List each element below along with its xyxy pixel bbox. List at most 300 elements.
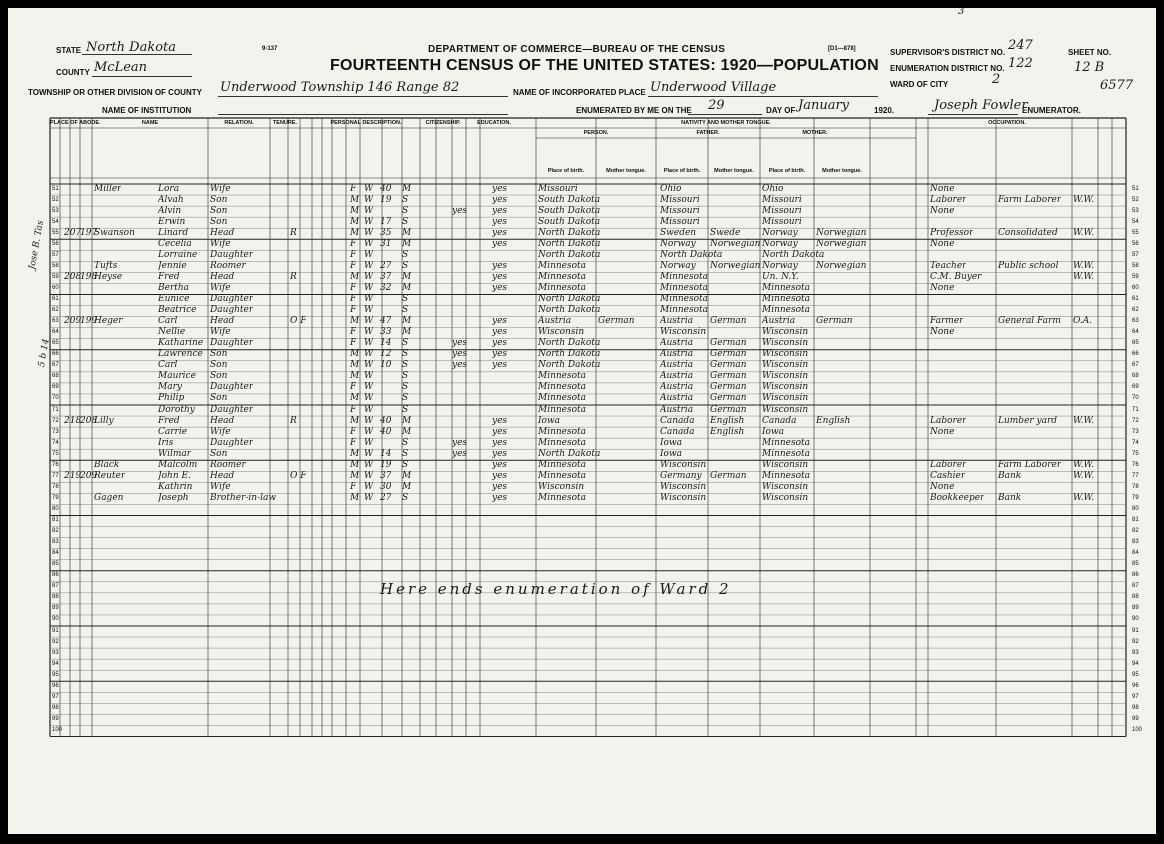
father-birthplace: Missouri: [660, 205, 700, 216]
birthplace: Iowa: [538, 415, 561, 426]
class-of-worker: W.W.: [1073, 492, 1095, 503]
mother-birthplace: Canada: [762, 415, 797, 426]
sex: F: [350, 481, 357, 492]
can-read: yes: [492, 338, 508, 349]
industry: Lumber yard: [998, 415, 1058, 426]
can-read: yes: [492, 271, 508, 282]
birthplace: North Dakota: [538, 305, 601, 316]
birthplace: South Dakota: [538, 205, 601, 216]
line-number-right: 94: [1132, 660, 1139, 667]
relation: Son: [210, 349, 228, 360]
father-birthplace: Minnesota: [660, 305, 709, 316]
margin-note: 5 b 14: [36, 338, 52, 368]
sex: M: [350, 459, 360, 470]
father-tongue: German: [710, 338, 747, 349]
line-number: 66: [52, 351, 59, 358]
mother-tongue-mother: English: [816, 415, 851, 426]
occupation: Professor: [930, 227, 974, 238]
birthplace: North Dakota: [538, 227, 601, 238]
can-read: yes: [492, 426, 508, 437]
can-read: yes: [492, 238, 508, 249]
race: W: [364, 492, 374, 503]
surname: Heyse: [94, 271, 123, 282]
line-number-right: 78: [1132, 483, 1139, 490]
father-tongue: German: [710, 360, 747, 371]
sex: F: [350, 382, 357, 393]
relation: Wife: [210, 426, 231, 437]
occupation: Cashier: [930, 470, 966, 481]
relation: Head: [210, 415, 235, 426]
father-birthplace: Wisconsin: [660, 492, 707, 503]
mother-tongue-mother: German: [816, 316, 853, 327]
can-read: yes: [492, 481, 508, 492]
given-name: Malcolm: [158, 459, 198, 470]
mother-birthplace: Wisconsin: [762, 327, 809, 338]
line-number: 68: [52, 373, 59, 380]
line-number: 89: [52, 605, 59, 612]
column-title-place_of_birth: Place of birth.: [547, 168, 585, 174]
line-number-right: 73: [1132, 428, 1139, 435]
attended-school: yes: [452, 205, 468, 216]
age: 14: [380, 448, 392, 459]
industry: Bank: [998, 492, 1022, 503]
birthplace: Minnesota: [538, 459, 587, 470]
father-tongue: German: [710, 404, 747, 415]
column-title-mother_tongue: Mother tongue.: [714, 168, 754, 174]
line-number-right: 84: [1132, 550, 1139, 557]
line-number: 81: [52, 517, 59, 523]
age: 17: [380, 216, 392, 227]
can-read: yes: [492, 459, 508, 470]
line-number-right: 75: [1132, 450, 1139, 457]
column-title-place_of_abode: PLACE OF ABODE.: [50, 120, 101, 126]
race: W: [364, 249, 374, 260]
line-number-right: 77: [1132, 472, 1139, 479]
marital-status: S: [402, 448, 409, 459]
occupation: None: [930, 183, 955, 194]
class-of-worker: W.W.: [1073, 470, 1095, 481]
column-title-name: NAME: [141, 120, 159, 126]
state-label: STATE: [56, 46, 82, 55]
page-stamp: 6577: [1100, 78, 1134, 93]
relation: Head: [210, 316, 235, 327]
race: W: [364, 194, 374, 205]
line-number: 94: [52, 660, 59, 667]
line-number: 52: [52, 196, 59, 203]
can-read: yes: [492, 448, 508, 459]
father-tongue: English: [710, 415, 745, 426]
age: 27: [380, 260, 392, 271]
line-number: 70: [52, 395, 59, 402]
given-name: Lawrence: [158, 349, 203, 360]
birthplace: North Dakota: [538, 349, 601, 360]
supervisor-value: 247: [1008, 38, 1033, 53]
relation: Son: [210, 371, 228, 382]
mother-birthplace: Wisconsin: [762, 404, 809, 415]
birthplace: North Dakota: [538, 249, 601, 260]
column-title-mother_tongue: Mother tongue.: [606, 168, 646, 174]
sex: F: [350, 183, 357, 194]
surname: Tufts: [94, 260, 118, 271]
sex: F: [350, 305, 357, 316]
sex: M: [350, 271, 360, 282]
census-title: FOURTEENTH CENSUS OF THE UNITED STATES: 1920—POPULATION: [330, 57, 879, 74]
sex: M: [350, 349, 360, 360]
line-number: 74: [52, 439, 59, 446]
birthplace: Austria: [538, 316, 572, 327]
age: 31: [380, 238, 392, 249]
line-number-right: 69: [1132, 384, 1139, 391]
line-number-right: 88: [1132, 594, 1139, 601]
can-read: yes: [492, 260, 508, 271]
race: W: [364, 360, 374, 371]
father-tongue: German: [710, 349, 747, 360]
race: W: [364, 216, 374, 227]
institution-label: NAME OF INSTITUTION: [102, 106, 192, 115]
can-read: yes: [492, 437, 508, 448]
sex: M: [350, 448, 360, 459]
mother-birthplace: Missouri: [762, 216, 802, 227]
given-name: Nellie: [158, 327, 186, 338]
given-name: Maurice: [158, 371, 196, 382]
line-number-right: 65: [1132, 340, 1139, 347]
tenure: O F: [290, 470, 307, 481]
race: W: [364, 327, 374, 338]
corner-mark: 3: [958, 8, 965, 17]
line-number: 90: [52, 616, 59, 623]
line-number-right: 79: [1132, 494, 1139, 501]
age: 30: [380, 481, 392, 492]
line-number: 77: [52, 472, 59, 479]
dwelling-number: 219: [64, 470, 82, 481]
line-number: 54: [52, 218, 59, 225]
department-title: DEPARTMENT OF COMMERCE—BUREAU OF THE CENSUS: [428, 44, 726, 55]
class-of-worker: W.W.: [1073, 271, 1095, 282]
race: W: [364, 349, 374, 360]
occupation: Farmer: [930, 316, 964, 327]
race: W: [364, 481, 374, 492]
line-number-right: 53: [1132, 207, 1139, 214]
line-number: 58: [52, 262, 59, 269]
column-title-relation: RELATION.: [224, 120, 254, 126]
column-title-personal: PERSONAL DESCRIPTION.: [330, 120, 402, 126]
age: 19: [380, 194, 392, 205]
line-number-right: 97: [1132, 693, 1139, 700]
marital-status: S: [402, 194, 409, 205]
can-read: yes: [492, 470, 508, 481]
father-birthplace: Canada: [660, 426, 695, 437]
line-number: 85: [52, 561, 59, 568]
father-birthplace: Canada: [660, 415, 695, 426]
race: W: [364, 459, 374, 470]
marital-status: S: [402, 492, 409, 503]
enumerated-label: ENUMERATED BY ME ON THE: [576, 106, 692, 115]
mother-birthplace: Wisconsin: [762, 481, 809, 492]
race: W: [364, 393, 374, 404]
line-number-right: 63: [1132, 318, 1139, 325]
given-name: Kathrin: [158, 481, 193, 492]
industry: Farm Laborer: [998, 459, 1062, 470]
line-number: 56: [52, 240, 59, 247]
given-name: Fred: [158, 415, 180, 426]
sex: M: [350, 393, 360, 404]
column-title-mother: MOTHER.: [802, 130, 828, 136]
given-name: Carrie: [158, 426, 188, 437]
sex: M: [350, 360, 360, 371]
birthplace: Minnesota: [538, 470, 587, 481]
dwelling-number: 207: [64, 227, 82, 238]
given-name: Bertha: [158, 282, 190, 293]
line-number: 78: [52, 483, 59, 490]
family-number: 208: [80, 415, 98, 426]
sex: F: [350, 327, 357, 338]
age: 33: [380, 327, 392, 338]
line-number-right: 56: [1132, 240, 1139, 247]
mother-birthplace: Wisconsin: [762, 349, 809, 360]
sex: M: [350, 216, 360, 227]
given-name: Alvah: [158, 194, 184, 205]
margin-note: Jose B. Tas: [27, 219, 46, 271]
marital-status: M: [402, 316, 412, 327]
surname: Miller: [94, 183, 122, 194]
mother-tongue-mother: Norwegian: [816, 260, 867, 271]
occupation: None: [930, 481, 955, 492]
line-number-right: 76: [1132, 461, 1139, 468]
line-number-right: 95: [1132, 671, 1139, 678]
given-name: Jennie: [158, 260, 187, 271]
tenure: O F: [290, 316, 307, 327]
industry: Bank: [998, 470, 1022, 481]
line-number: 91: [52, 627, 59, 634]
relation: Wife: [210, 327, 231, 338]
father-birthplace: Austria: [660, 316, 694, 327]
line-number: 76: [52, 461, 59, 468]
family-number: 198: [80, 271, 98, 282]
line-number: 75: [52, 450, 59, 457]
line-number-right: 58: [1132, 262, 1139, 269]
marital-status: S: [402, 249, 409, 260]
marital-status: S: [402, 360, 409, 371]
column-title-citizenship: CITIZENSHIP.: [425, 120, 461, 126]
family-number: 199: [80, 316, 98, 327]
line-number-right: 71: [1132, 406, 1139, 413]
given-name: Alvin: [158, 205, 182, 216]
line-number: 63: [52, 318, 59, 325]
relation: Wife: [210, 481, 231, 492]
father-birthplace: Austria: [660, 349, 694, 360]
relation: Daughter: [210, 294, 254, 304]
occupation: Laborer: [930, 459, 967, 470]
tenure: R: [290, 415, 297, 426]
sheet-label: SHEET NO.: [1068, 48, 1112, 57]
line-number-right: 93: [1132, 649, 1139, 656]
birthplace: Minnesota: [538, 382, 587, 393]
given-name: Erwin: [158, 216, 186, 227]
column-title-education: EDUCATION.: [477, 120, 511, 126]
surname: Black: [94, 459, 120, 470]
occupation: Laborer: [930, 415, 967, 426]
relation: Daughter: [210, 305, 254, 316]
line-number: 88: [52, 594, 59, 601]
mother-birthplace: Wisconsin: [762, 459, 809, 470]
marital-status: S: [402, 382, 409, 393]
line-number: 87: [52, 583, 59, 590]
mother-birthplace: Ohio: [762, 183, 784, 194]
line-number-right: 87: [1132, 583, 1139, 590]
line-number-right: 92: [1132, 638, 1139, 645]
surname: Reuter: [94, 470, 126, 481]
race: W: [364, 205, 374, 216]
age: 27: [380, 492, 392, 503]
race: W: [364, 338, 374, 349]
line-number: 82: [52, 528, 59, 535]
father-tongue: German: [710, 316, 747, 327]
relation: Daughter: [210, 437, 254, 448]
line-number-right: 96: [1132, 682, 1139, 689]
given-name: Carl: [158, 316, 178, 327]
marital-status: S: [402, 371, 409, 382]
birthplace: North Dakota: [538, 338, 601, 349]
can-read: yes: [492, 327, 508, 338]
attended-school: yes: [452, 360, 468, 371]
line-number: 60: [52, 284, 59, 291]
mother-birthplace: Austria: [762, 316, 796, 327]
line-number: 69: [52, 384, 59, 391]
race: W: [364, 316, 374, 327]
marital-status: S: [402, 349, 409, 360]
race: W: [364, 294, 374, 304]
line-number: 65: [52, 340, 59, 347]
sheet-value: 12 B: [1074, 60, 1105, 75]
father-birthplace: Missouri: [660, 216, 700, 227]
race: W: [364, 260, 374, 271]
relation: Roomer: [210, 459, 246, 470]
form-code: [D1—878]: [828, 46, 856, 52]
line-number: 86: [52, 572, 59, 579]
birthplace: Minnesota: [538, 282, 587, 293]
age: 40: [380, 183, 392, 194]
line-number-right: 62: [1132, 307, 1139, 314]
can-read: yes: [492, 216, 508, 227]
race: W: [364, 227, 374, 238]
birthplace: Wisconsin: [538, 481, 585, 492]
father-tongue: German: [710, 393, 747, 404]
sex: F: [350, 238, 357, 249]
class-of-worker: W.W.: [1073, 459, 1095, 470]
father-birthplace: Missouri: [660, 194, 700, 205]
line-number: 97: [52, 693, 59, 700]
birthplace: Minnesota: [538, 393, 587, 404]
surname: Heger: [94, 316, 123, 327]
enumerated-day: 29: [708, 98, 725, 113]
sex: F: [350, 249, 357, 260]
age: 10: [380, 360, 392, 371]
mother-birthplace: Missouri: [762, 194, 802, 205]
father-birthplace: Austria: [660, 371, 694, 382]
sex: M: [350, 371, 360, 382]
occupation: None: [930, 238, 955, 249]
line-number: 55: [52, 229, 59, 236]
sex: F: [350, 294, 357, 304]
column-title-mother_tongue: Mother tongue.: [822, 168, 862, 174]
dwelling-number: 208: [64, 271, 82, 282]
father-birthplace: Sweden: [660, 227, 697, 238]
marital-status: S: [402, 404, 409, 415]
enumerated-month: January: [798, 98, 850, 113]
race: W: [364, 183, 374, 194]
line-number: 84: [52, 550, 59, 557]
state-value: North Dakota: [86, 40, 176, 55]
can-read: yes: [492, 227, 508, 238]
father-birthplace: Austria: [660, 393, 694, 404]
marital-status: S: [402, 260, 409, 271]
relation: Son: [210, 393, 228, 404]
line-number: 72: [52, 417, 59, 424]
line-number-right: 82: [1132, 528, 1139, 535]
relation: Daughter: [210, 382, 254, 393]
sex: M: [350, 470, 360, 481]
father-birthplace: Austria: [660, 360, 694, 371]
line-number-right: 91: [1132, 627, 1139, 634]
father-tongue: English: [710, 426, 745, 437]
occupation: C.M. Buyer: [930, 271, 982, 282]
line-number: 79: [52, 494, 59, 501]
mother-birthplace: Un. N.Y.: [762, 271, 799, 282]
tenure: R: [290, 227, 297, 238]
mother-birthplace: Wisconsin: [762, 371, 809, 382]
birthplace: Minnesota: [538, 260, 587, 271]
father-birthplace: Norway: [660, 238, 696, 249]
birthplace: Missouri: [538, 183, 578, 194]
line-number-right: 64: [1132, 329, 1139, 336]
race: W: [364, 404, 374, 415]
dwelling-number: 209: [64, 316, 82, 327]
marital-status: M: [402, 282, 412, 293]
mother-tongue-mother: Norwegian: [816, 238, 867, 249]
relation: Head: [210, 470, 235, 481]
line-number-right: 68: [1132, 373, 1139, 380]
marital-status: M: [402, 415, 412, 426]
marital-status: S: [402, 459, 409, 470]
mother-birthplace: Minnesota: [762, 470, 811, 481]
line-number-right: 100: [1132, 726, 1143, 733]
column-title-person: PERSON.: [583, 130, 609, 136]
line-number-right: 66: [1132, 351, 1139, 358]
marital-status: M: [402, 183, 412, 194]
marital-status: M: [402, 470, 412, 481]
father-birthplace: Austria: [660, 338, 694, 349]
line-number: 83: [52, 539, 59, 546]
relation: Head: [210, 271, 235, 282]
birthplace: Minnesota: [538, 371, 587, 382]
enumerator-label: ENUMERATOR.: [1022, 106, 1081, 115]
race: W: [364, 437, 374, 448]
line-number-right: 98: [1132, 704, 1139, 711]
can-read: yes: [492, 492, 508, 503]
marital-status: M: [402, 238, 412, 249]
marital-status: M: [402, 271, 412, 282]
marital-status: M: [402, 327, 412, 338]
line-number: 93: [52, 649, 59, 656]
relation: Wife: [210, 238, 231, 249]
age: 35: [380, 227, 392, 238]
line-number-right: 54: [1132, 218, 1139, 225]
given-name: Lorraine: [158, 249, 198, 260]
attended-school: yes: [452, 338, 468, 349]
line-number-right: 89: [1132, 605, 1139, 612]
given-name: Carl: [158, 360, 178, 371]
race: W: [364, 426, 374, 437]
